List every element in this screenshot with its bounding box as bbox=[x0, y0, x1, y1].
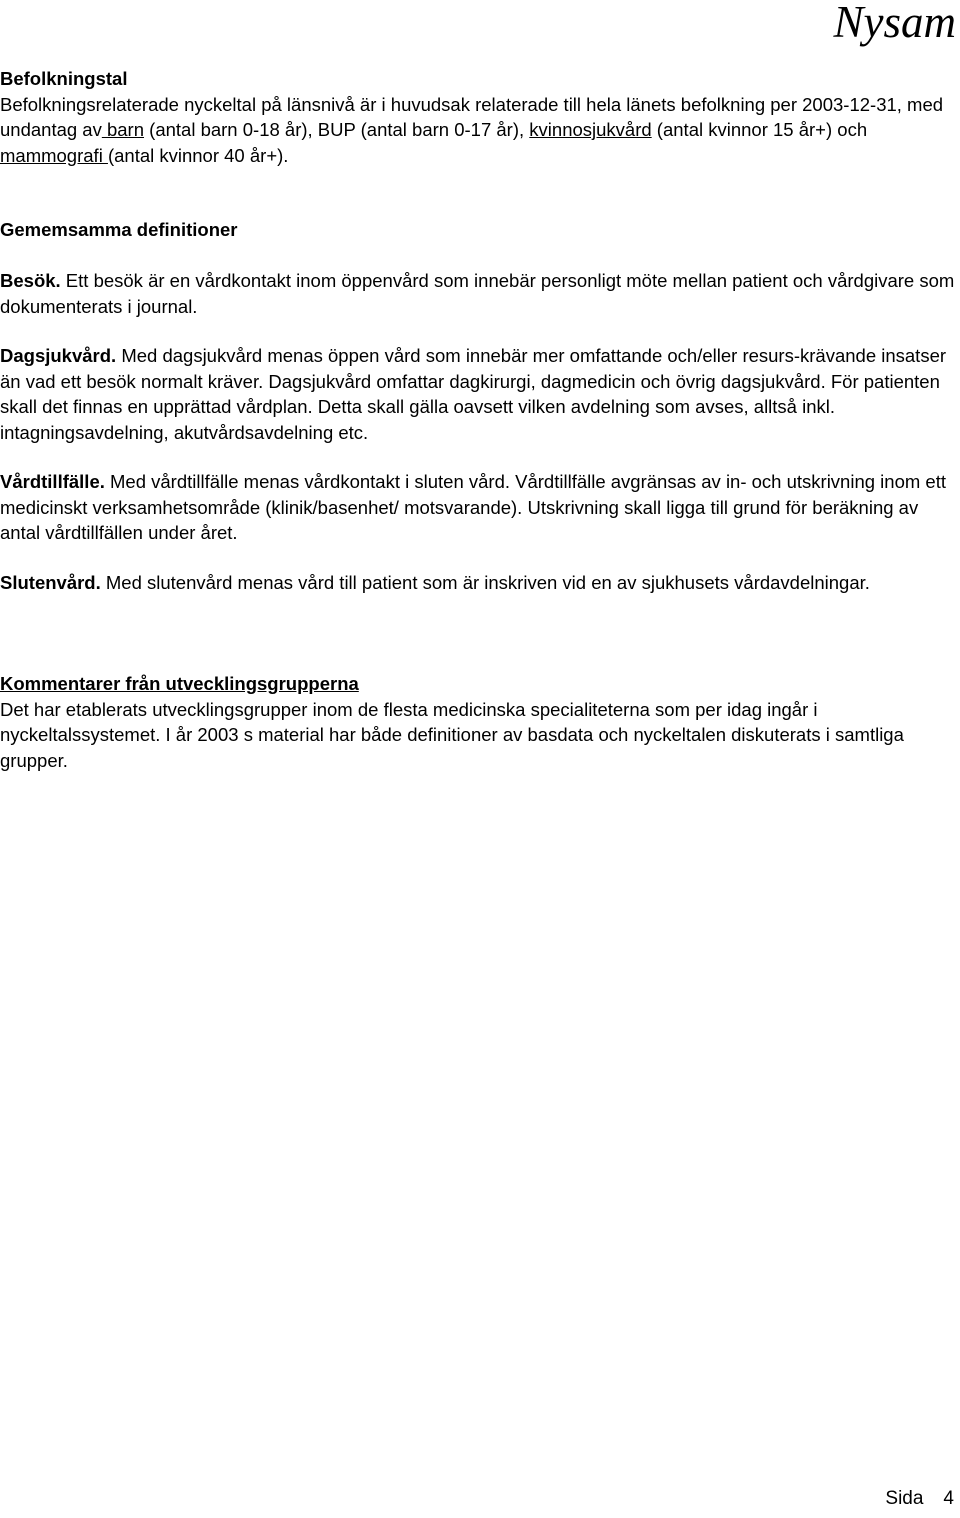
befolkningstal-text-4: (antal kvinnor 40 år+). bbox=[107, 144, 289, 166]
definition-text: Med vårdtillfälle menas vårdkontakt i sluten vård. Vårdtillfälle avgränsas av in- och utskrivning inom ett medicinskt verksamhetsområde (klinik/basenhet/ motsvarande). Utskrivning skall ligga till grund för beräkning av antal vårdtillfällen under året. bbox=[0, 471, 946, 543]
link-mammografi[interactable]: mammografi bbox=[0, 144, 108, 166]
definition-dagsjukvard bbox=[0, 343, 958, 445]
befolkningstal-text-3: (antal kvinnor 15 år+) och bbox=[651, 119, 868, 140]
befolkningstal-text-2: (antal barn 0-18 år), BUP (antal barn 0-17 år), bbox=[144, 119, 530, 140]
section-heading-kommentarer: Kommentarer från utvecklingsgrupperna bbox=[0, 673, 359, 694]
definition-besok bbox=[0, 268, 958, 319]
section-heading-befolkningstal: Befolkningstal bbox=[0, 68, 128, 89]
definition-term: Slutenvård. bbox=[0, 572, 101, 593]
befolkningstal-text-1: Befolkningsrelaterade nyckeltal på länsnivå är i huvudsak relaterade till hela länets befolkning per 2003-12-31, med undantag av bbox=[0, 93, 944, 140]
page-label: Sida bbox=[885, 1488, 924, 1509]
section-heading-definitioner: Gememsamma definitioner bbox=[0, 219, 238, 240]
definition-vardtillfalle bbox=[0, 469, 958, 546]
definition-text: Med dagsjukvård menas öppen vård som innebär mer omfattande och/eller resurs-krävande insatser än vad ett besök normalt kräver. Dagsjukvård omfattar dagkirurgi, dagmedicin och övrig dagsjukvård. För patienten skall det finnas en upprättad vårdplan. Detta skall gälla oavsett vilken avdelning som avses, alltså inkl. intagningsavdelning, akutvårdsavdelning etc. bbox=[0, 345, 947, 443]
link-barn[interactable]: barn bbox=[101, 119, 145, 140]
section-befolkningstal bbox=[0, 66, 958, 168]
page-footer bbox=[885, 1488, 954, 1510]
definition-slutenvard bbox=[0, 570, 958, 596]
nysam-logo: Nysam bbox=[833, 0, 956, 47]
section-kommentarer bbox=[0, 671, 958, 773]
definition-term: Dagsjukvård. bbox=[0, 345, 117, 366]
befolkningstal-paragraph bbox=[0, 92, 958, 169]
page-number: 4 bbox=[943, 1488, 954, 1509]
definition-text: Ett besök är en vårdkontakt inom öppenvård som innebär personligt möte mellan patient och vårdgivare som dokumenterats i journal. bbox=[0, 270, 955, 317]
link-kvinnosjukvard[interactable]: kvinnosjukvård bbox=[529, 119, 652, 140]
definition-text: Med slutenvård menas vård till patient som är inskriven vid en av sjukhusets vårdavdelningar. bbox=[100, 572, 870, 593]
definition-term: Besök. bbox=[0, 270, 61, 291]
kommentarer-paragraph: Det har etablerats utvecklingsgrupper inom de flesta medicinska specialiteterna som per idag ingår i nyckeltalssystemet. I år 2003 s material har både definitioner av basdata och nyckeltalen diskuterats i samtliga grupper. bbox=[0, 698, 904, 771]
definition-term: Vårdtillfälle. bbox=[0, 471, 105, 492]
